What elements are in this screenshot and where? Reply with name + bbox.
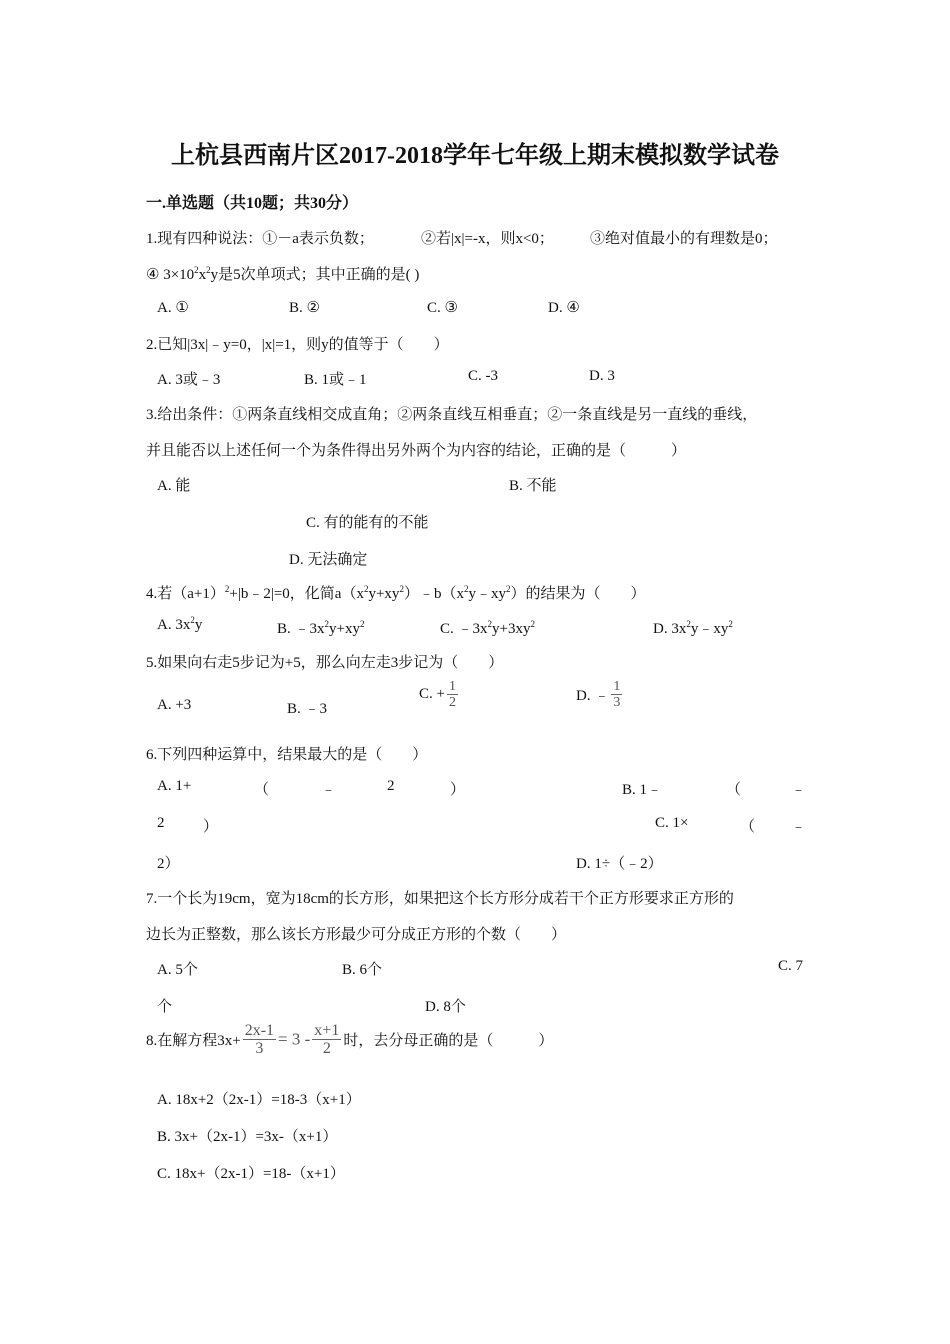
q6-stem: 6.下列四种运算中，结果最大的是（ ）	[146, 747, 428, 763]
q4-option-d: D. $3x^2y﹣xy^2$	[653, 619, 733, 637]
q6-option-b-paren-close: ）	[203, 819, 219, 835]
q7-option-a: A. 5个	[157, 962, 198, 978]
q7-stem-line1: 7.一个长为19cm，宽为18cm的长方形，如果把这个长方形分成若干个正方形要求正方形的	[146, 891, 734, 907]
q6-option-a-value: 2	[387, 778, 395, 794]
q7-option-b: B. 6个	[342, 962, 383, 978]
q3-option-a: A. 能	[157, 478, 191, 494]
q7-option-d: D. 8个	[425, 999, 466, 1015]
q8-option-a: A. 18x+2（2x-1）=18-3（x+1）	[157, 1092, 361, 1108]
q5-option-a: A. +3	[157, 697, 192, 713]
q6-option-c-value: 2）	[157, 856, 180, 872]
q1-option-a: A. ①	[157, 300, 189, 316]
q6-option-a-label: A. 1+	[157, 778, 192, 794]
q8-option-b: B. 3x+（2x-1）=3x-（x+1）	[157, 1129, 338, 1145]
page-title: 上杭县西南片区2017-2018学年七年级上期末模拟数学试卷	[171, 143, 779, 169]
q7-option-c: C. 7	[778, 958, 804, 974]
q6-option-a-paren-open: （	[254, 782, 270, 798]
q1-stem-line2: ④ $3\times 10^2x^2y$是5次单项式；其中正确的是( )	[146, 265, 420, 283]
q6-option-a-minus: ﹣	[321, 782, 337, 798]
q1-stem-part2: ②若|x|=-x，则x<0；	[421, 231, 554, 247]
q6-option-d: D. 1÷（﹣2）	[576, 856, 663, 872]
q8-stem: 8.在解方程3x+ $\frac{2x-1}{3}$ = 3 - $\frac{x+1}{2}$ 时，去分母正确的是（ ）	[146, 1022, 554, 1057]
q1-stem-part1: 1.现有四种说法：①－a表示负数；	[146, 231, 374, 247]
q5-option-c: C. + $\frac{1}{2}$	[419, 679, 456, 710]
q4-option-a: A. $3x^2y$	[157, 615, 203, 633]
q4-option-c: C. $﹣3x^2y+3xy^2$	[440, 619, 535, 637]
fraction-one-half: $\frac{1}{2}$	[448, 679, 456, 710]
q5-option-d: D. ﹣ $\frac{1}{3}$	[576, 679, 621, 710]
q6-option-c-label: C. 1×	[655, 815, 689, 831]
fraction-one-third: $\frac{1}{3}$	[613, 679, 621, 710]
fraction-x-plus-1-over-2: $\frac{x+1}{2}$	[314, 1022, 340, 1057]
q6-option-c-paren-open: （	[740, 819, 756, 835]
fraction-2x-1-over-3: $\frac{2x-1}{3}$	[244, 1022, 275, 1057]
q6-option-b-label: B. 1﹣	[622, 782, 663, 798]
q8-option-c: C. 18x+（2x-1）=18-（x+1）	[157, 1166, 345, 1182]
q2-option-d: D. 3	[589, 368, 615, 384]
q3-stem-line2: 并且能否以上述任何一个为条件得出另外两个为内容的结论，正确的是（ ）	[146, 443, 687, 459]
q2-option-a: A. 3或﹣3	[157, 372, 221, 388]
q6-option-b-minus: ﹣	[791, 782, 807, 798]
q1-option-c: C. ③	[427, 300, 458, 316]
section-heading: 一.单选题（共10题；共30分）	[146, 195, 359, 212]
q6-option-b-value: 2	[157, 815, 165, 831]
q4-stem: 4.若$(a+1)^2+|b﹣2|=0$，化简$a(x^2y+xy^2)﹣b(x^2y﹣xy^2)$的结果为（ ）	[146, 584, 646, 602]
q4-option-b: B. $﹣3x^2y+xy^2$	[277, 619, 365, 637]
q5-option-b: B. ﹣3	[287, 701, 328, 717]
q2-stem: 2.已知|3x|﹣y=0，|x|=1，则y的值等于（ ）	[146, 337, 449, 353]
q7-option-c-cont: 个	[157, 999, 173, 1015]
q1-option-b: B. ②	[289, 300, 320, 316]
q2-option-c: C. -3	[468, 368, 498, 384]
q5-stem: 5.如果向右走5步记为+5，那么向左走3步记为（ ）	[146, 655, 504, 671]
q1-stem-part3: ③绝对值最小的有理数是0；	[590, 231, 778, 247]
q2-option-b: B. 1或﹣1	[304, 372, 367, 388]
q6-option-b-paren-open: （	[726, 782, 742, 798]
q6-option-a-paren-close: ）	[450, 782, 466, 798]
q3-option-c: C. 有的能有的不能	[306, 515, 429, 531]
q3-option-b: B. 不能	[509, 478, 557, 494]
q6-option-c-minus: ﹣	[791, 819, 807, 835]
q3-stem-line1: 3.给出条件：①两条直线相交成直角；②两条直线互相垂直；②一条直线是另一直线的垂线，	[146, 407, 758, 423]
q3-option-d: D. 无法确定	[289, 552, 368, 568]
q7-stem-line2: 边长为正整数，那么该长方形最少可分成正方形的个数（ ）	[146, 927, 567, 943]
q1-option-d: D. ④	[548, 300, 580, 316]
